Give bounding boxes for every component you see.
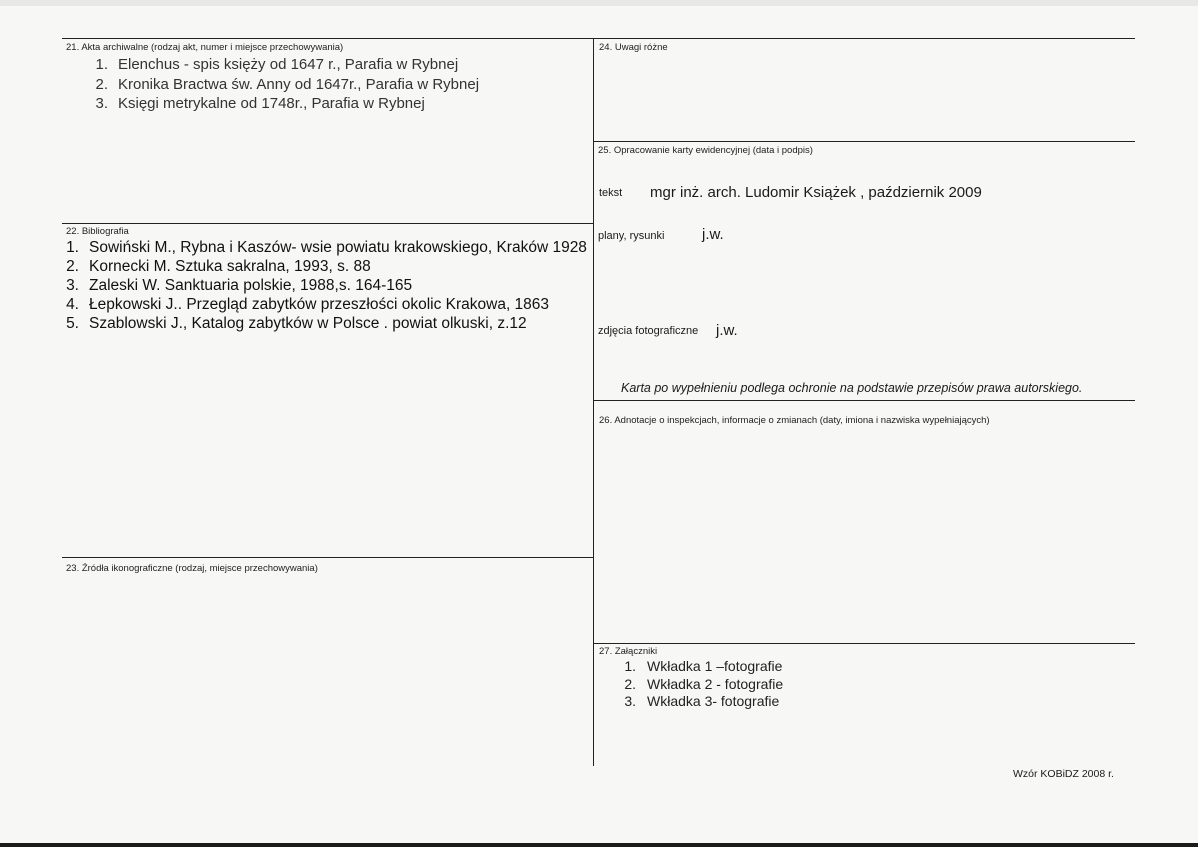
list-item [620, 693, 783, 711]
form-template-label: Wzór KOBiDZ 2008 r. [1013, 768, 1114, 780]
rule-top-left [62, 38, 593, 39]
section-22-list [66, 238, 587, 333]
section-25-title: 25. Opracowanie karty ewidencyjnej (data i podpis) [598, 145, 813, 156]
rule-section-23 [62, 557, 593, 558]
plany-value: j.w. [702, 226, 724, 243]
list-text: Księgi metrykalne od 1748r., Parafia w Rybnej [118, 95, 425, 112]
list-text: Szablowski J., Katalog zabytków w Polsce . powiat olkuski, z.12 [89, 315, 527, 332]
list-text: Wkładka 2 - fotografie [647, 675, 784, 692]
list-item [66, 295, 587, 314]
tekst-label: tekst [599, 187, 623, 199]
list-text: Elenchus - spis księży od 1647 r., Parafia w Rybnej [118, 56, 459, 73]
rule-section-22 [62, 223, 593, 224]
list-text: Kronika Bractwa św. Anny od 1647r., Parafia w Rybnej [118, 75, 480, 93]
copyright-note: Karta po wypełnieniu podlega ochronie na podstawie przepisów prawa autorskiego. [621, 381, 1083, 395]
list-number: 2. [95, 75, 108, 93]
section-21-list [88, 55, 479, 114]
list-item [620, 658, 783, 676]
list-text: Łepkowski J.. Przegląd zabytków przeszłości okolic Krakowa, 1863 [89, 296, 550, 313]
section-21-title: 21. Akta archiwalne (rodzaj akt, numer i miejsce przechowywania) [66, 42, 344, 53]
list-number: 1. [95, 56, 108, 73]
column-divider [593, 38, 594, 766]
zdjecia-label: zdjęcia fotograficzne [598, 325, 699, 337]
tekst-value: mgr inż. arch. Ludomir Książek , październik 2009 [650, 184, 982, 201]
list-number: 3. [624, 693, 636, 709]
list-item [66, 276, 587, 295]
section-22-title: 22. Bibliografia [66, 226, 129, 237]
section-23-title: 23. Źródła ikonograficzne (rodzaj, miejsce przechowywania) [66, 563, 318, 574]
list-text: Wkładka 3- fotografie [647, 693, 780, 709]
list-number: 1. [624, 658, 636, 674]
list-item [88, 75, 479, 95]
scan-top-edge [0, 0, 1198, 6]
rule-section-25 [593, 141, 1135, 142]
plany-label: plany, rysunki [598, 230, 665, 242]
list-number: 1. [66, 239, 79, 256]
list-number: 2. [624, 675, 636, 692]
section-27-list [620, 658, 783, 711]
list-number: 2. [66, 258, 79, 275]
rule-top-right [593, 38, 1135, 39]
list-item [66, 314, 587, 333]
list-number: 3. [66, 277, 79, 294]
list-text: Sowiński M., Rybna i Kaszów- wsie powiatu krakowskiego, Kraków 1928 [89, 239, 587, 256]
scan-bottom-edge [0, 843, 1198, 847]
zdjecia-value: j.w. [716, 322, 738, 339]
list-number: 4. [66, 296, 79, 313]
rule-section-26 [593, 400, 1135, 401]
section-27-title: 27. Załączniki [599, 646, 658, 657]
list-number: 5. [66, 315, 79, 332]
list-item [620, 676, 783, 694]
list-item [66, 238, 587, 257]
section-24-title: 24. Uwagi różne [599, 42, 668, 53]
list-item [88, 94, 479, 114]
list-text: Kornecki M. Sztuka sakralna, 1993, s. 88 [89, 258, 371, 275]
list-item [88, 55, 479, 75]
list-text: Zaleski W. Sanktuaria polskie, 1988,s. 164-165 [89, 277, 413, 294]
rule-section-27 [593, 643, 1135, 644]
list-item [66, 257, 587, 276]
list-text: Wkładka 1 –fotografie [647, 658, 783, 674]
list-number: 3. [95, 95, 108, 112]
section-26-title: 26. Adnotacje o inspekcjach, informacje o zmianach (daty, imiona i nazwiska wypełniających) [599, 415, 990, 426]
